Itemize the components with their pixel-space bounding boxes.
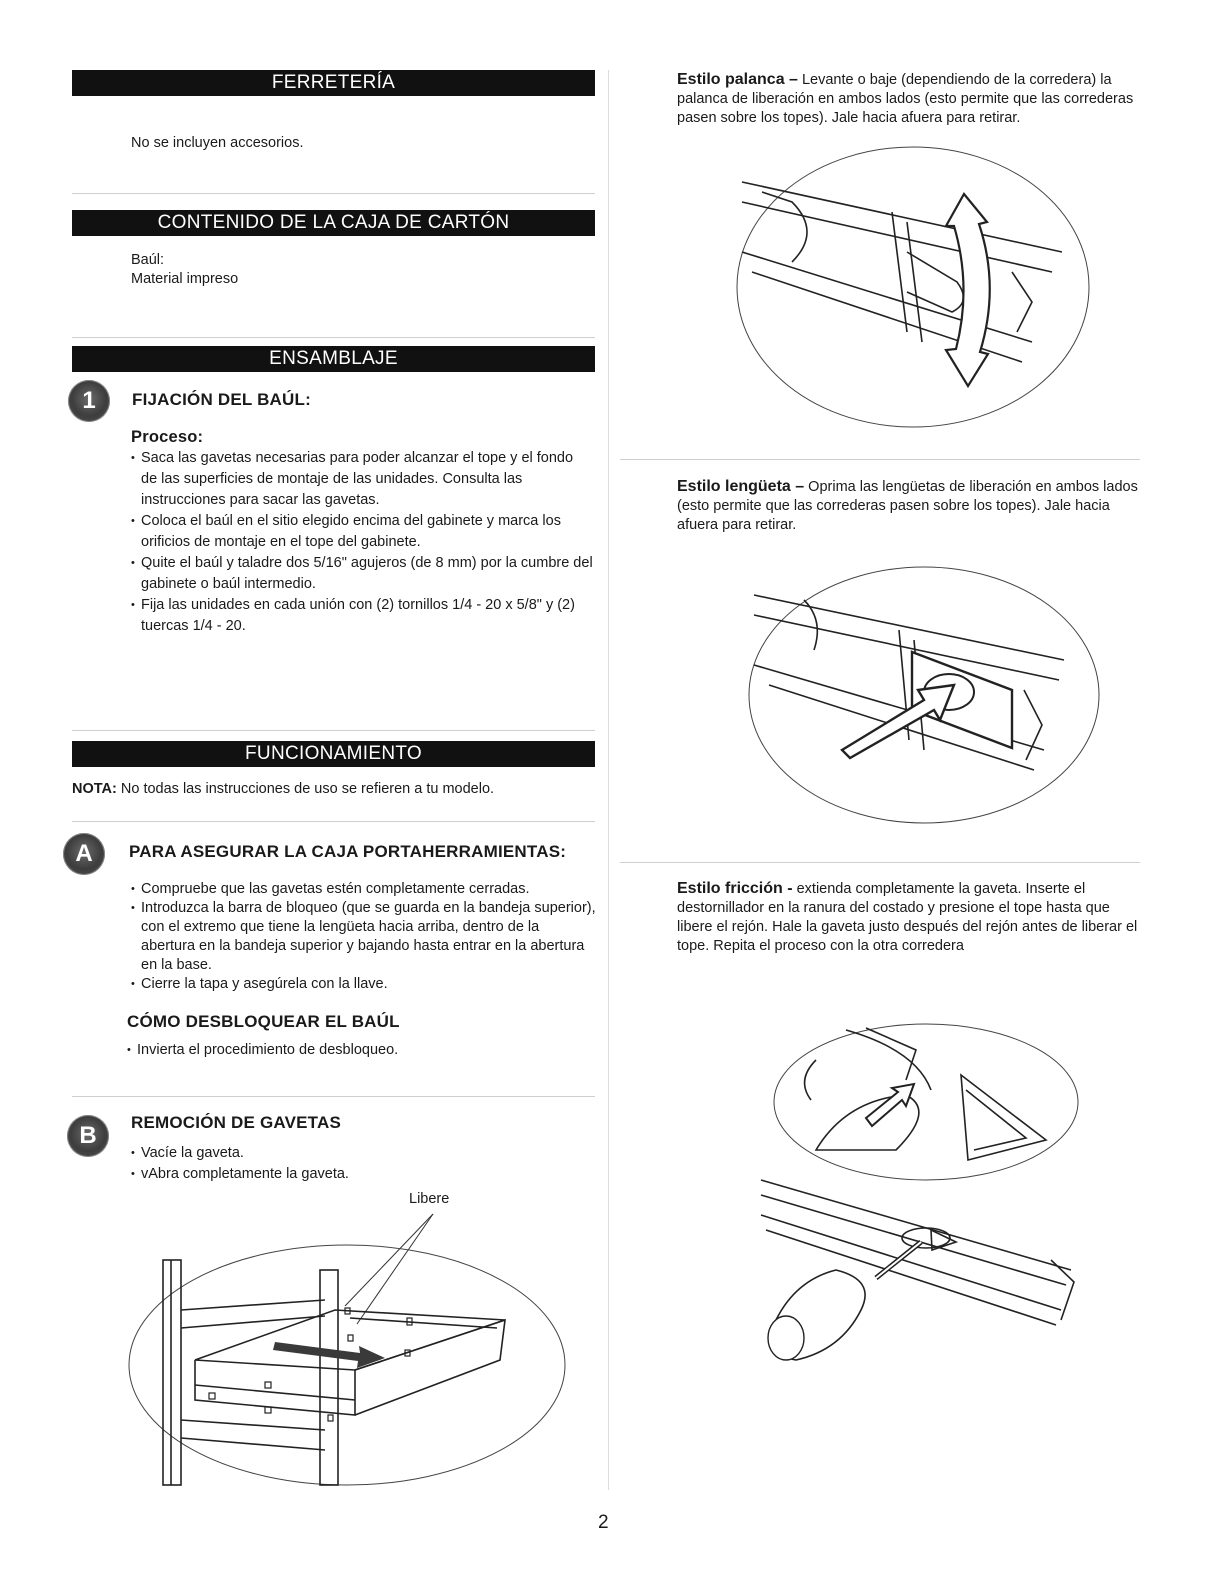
unlock-steps [127,1040,587,1061]
divider [72,821,595,822]
release-callout: Libere [409,1191,450,1207]
lever-style-text [677,70,1147,128]
lever-style-label: Estilo palanca – [677,71,798,88]
tab-style-illustration [744,560,1104,830]
step-title: FIJACIÓN DEL BAÚL: [132,390,311,409]
hardware-text: No se incluyen accesorios. [131,135,304,151]
lever-style-illustration [732,142,1094,432]
hardware-header: FERRETERÍA [72,70,595,96]
section-a-steps [131,880,597,994]
divider [72,730,595,731]
list-item: • Introduzca la barra de bloqueo (que se guarda en la bandeja superior), con el extremo que tiene la lengüeta hacia arriba, dentro de la abertura en la bandeja superior y bajando hasta entrar en la abertura en la base. [131,899,597,975]
list-item: • Saca las gavetas necesarias para poder alcanzar el tope y el fondo de las superficies de montaje de las unidades. Consulta las instrucciones para sacar las gavetas. [131,448,593,511]
friction-style-desc: extienda completamente la gaveta. Inserte el destornillador en la ranura del costado y presione el tope hasta que libere el rejón. Hale la gaveta justo después del rejón antes de liberar el tope. Repita el proceso con la otra corredera [677,881,1138,954]
contents-header: CONTENIDO DE LA CAJA DE CARTÓN [72,210,595,236]
drawer-removal-illustration [125,1210,565,1485]
step-number-badge: 1 [68,380,110,422]
note-text: No todas las instrucciones de uso se refieren a tu modelo. [120,781,495,797]
list-item: • Invierta el procedimiento de desbloqueo. [127,1040,587,1061]
note [72,780,494,799]
unlock-title: CÓMO DESBLOQUEAR EL BAÚL [127,1012,400,1031]
list-item: • Quite el baúl y taladre dos 5/16" agujeros (de 8 mm) por la cumbre del gabinete o baúl intermedio. [131,553,593,595]
section-b-badge: B [67,1115,109,1157]
divider [72,193,595,194]
process-label: Proceso: [131,428,204,446]
section-b-steps [131,1143,531,1185]
list-item: • Cierre la tapa y asegúrela con la llave. [131,975,597,994]
divider [620,459,1140,460]
friction-style-text [677,879,1147,956]
friction-style-label: Estilo fricción - [677,880,793,897]
column-divider [608,70,609,1490]
section-b-title: REMOCIÓN DE GAVETAS [131,1113,342,1132]
list-item: • Compruebe que las gavetas estén completamente cerradas. [131,880,597,899]
assembly-steps [131,448,593,637]
tab-style-text [677,477,1147,535]
lever-style-desc: Levante o baje (dependiendo de la corredera) la palanca de liberación en ambos lados (esto permite que las correderas pasen sobre los topes). Jale hacia afuera para retirar. [677,72,1134,126]
friction-style-illustration [756,1020,1086,1390]
contents-item-printed: Material impreso [131,271,239,287]
list-item: • Coloca el baúl en el sitio elegido encima del gabinete y marca los orificios de montaje en el tope del gabinete. [131,511,593,553]
list-item: • Fija las unidades en cada unión con (2) tornillos 1/4 - 20 x 5/8" y (2) tuercas 1/4 - 20. [131,595,593,637]
assembly-header: ENSAMBLAJE [72,346,595,372]
divider [620,862,1140,863]
divider [72,337,595,338]
tab-style-desc: Oprima las lengüetas de liberación en ambos lados (esto permite que las correderas pasen sobre los topes). Jale hacia afuera para retirar. [677,479,1138,533]
contents-item-trunk: Baúl: [131,252,165,268]
section-a-badge: A [63,833,105,875]
page-number: 2 [598,1512,609,1533]
tab-style-label: Estilo lengüeta – [677,478,805,495]
note-label: NOTA: [72,781,117,797]
divider [72,1096,595,1097]
operation-header: FUNCIONAMIENTO [72,741,595,767]
list-item: • Vacíe la gaveta. [131,1143,531,1164]
list-item: • vAbra completamente la gaveta. [131,1164,531,1185]
section-a-title: PARA ASEGURAR LA CAJA PORTAHERRAMIENTAS: [129,842,567,861]
